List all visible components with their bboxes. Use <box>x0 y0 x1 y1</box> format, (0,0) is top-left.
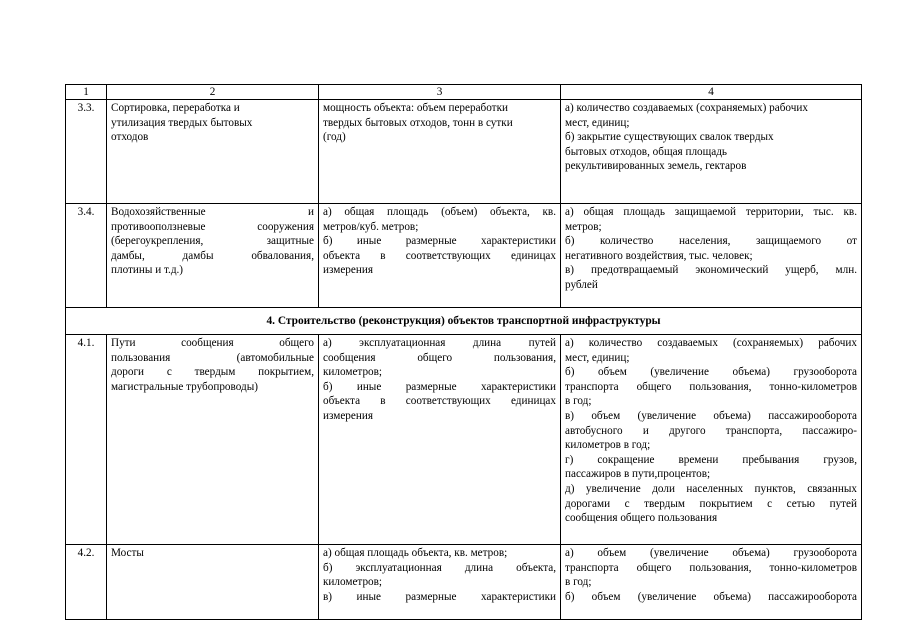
cell-line: в) иные размерные характеристики <box>323 590 556 603</box>
result-indicator-cell <box>561 335 862 545</box>
cell-line: отходов <box>111 131 149 144</box>
cell-line: измерения <box>323 409 373 422</box>
cell-line: транспорта общего пользования, тонно-километров <box>565 380 857 393</box>
cell-line: б) объем (увеличение объема) грузооборота <box>565 366 857 379</box>
cell-line: Сортировка, переработка и <box>111 102 240 114</box>
cell-line: в год; <box>565 576 592 589</box>
cell-line: утилизация твердых бытовых <box>111 116 253 129</box>
cell-line: автобусного и другого транспорта, пассажиро- <box>565 424 857 437</box>
cell-line: (берегоукрепления, защитные <box>111 235 314 248</box>
capacity-indicator-cell <box>319 100 561 204</box>
cell-line: а) объем (увеличение объема) грузооборота <box>565 547 857 559</box>
cell-line: (год) <box>323 131 346 144</box>
cell-line: метров/куб. метров; <box>323 220 419 233</box>
table-row <box>66 335 862 545</box>
cell-line: в) объем (увеличение объема) пассажирооборота <box>565 409 857 422</box>
table-row <box>66 100 862 204</box>
cell-line: Мосты <box>111 547 144 559</box>
cell-line: Пути сообщения общего <box>111 337 314 349</box>
cell-line: магистральные трубопроводы) <box>111 380 258 393</box>
row-number: 3.4. <box>66 204 107 308</box>
cell-line: негативного воздействия, тыс. человек; <box>565 249 753 262</box>
cell-line: километров; <box>323 576 383 589</box>
cell-line: рекультивированных земель, гектаров <box>565 160 747 173</box>
object-type-cell <box>107 545 319 620</box>
cell-line: транспорта общего пользования, тонно-километров <box>565 561 857 574</box>
capacity-indicator-cell <box>319 335 561 545</box>
cell-line: г) сокращение времени пребывания грузов, <box>565 453 857 466</box>
cell-line: б) эксплуатационная длина объекта, <box>323 561 556 574</box>
cell-line: сообщения общего пользования, <box>323 351 556 364</box>
cell-line: а) эксплуатационная длина путей <box>323 337 556 349</box>
cell-line: измерения <box>323 264 373 277</box>
cell-line: километров; <box>323 366 383 379</box>
cell-line: объекта в соответствующих единицах <box>323 249 556 262</box>
capacity-indicator-cell <box>319 204 561 308</box>
cell-line: а) количество создаваемых (сохраняемых) рабочих <box>565 102 808 114</box>
row-number: 3.3. <box>66 100 107 204</box>
cell-line: километров в год; <box>565 439 651 452</box>
section-heading-row <box>66 308 862 335</box>
cell-line: а) общая площадь защищаемой территории, тыс. кв. <box>565 206 857 218</box>
object-type-cell <box>107 204 319 308</box>
cell-line: бытовых отходов, общая площадь <box>565 145 728 158</box>
result-indicator-cell <box>561 204 862 308</box>
cell-line: б) объем (увеличение объема) пассажирооборота <box>565 590 857 603</box>
result-indicator-cell <box>561 100 862 204</box>
header-col-2: 2 <box>107 85 319 100</box>
section-4-title: 4. Строительство (реконструкция) объектов транспортной инфраструктуры <box>66 308 862 335</box>
cell-line: б) закрытие существующих свалок твердых <box>565 131 774 144</box>
cell-line: метров; <box>565 220 602 233</box>
row-number: 4.2. <box>66 545 107 620</box>
cell-line: рублей <box>565 278 598 291</box>
cell-line: д) увеличение доли населенных пунктов, связанных <box>565 482 857 495</box>
table-row <box>66 545 862 620</box>
header-col-3: 3 <box>319 85 561 100</box>
cell-line: мощность объекта: объем переработки <box>323 102 508 114</box>
cell-line: сообщения общего пользования <box>565 512 718 525</box>
cell-line: а) общая площадь объекта, кв. метров; <box>323 547 508 559</box>
object-type-cell <box>107 335 319 545</box>
cell-line: б) иные размерные характеристики <box>323 235 556 248</box>
cell-line: мест, единиц; <box>565 351 630 364</box>
cell-line: объекта в соответствующих единицах <box>323 395 556 408</box>
table-row <box>66 204 862 308</box>
cell-line: а) общая площадь (объем) объекта, кв. <box>323 206 556 218</box>
cell-line: пользования (автомобильные <box>111 351 314 364</box>
header-col-4: 4 <box>561 85 862 100</box>
object-type-cell <box>107 100 319 204</box>
cell-line: противооползневые сооружения <box>111 220 314 233</box>
cell-line: б) иные размерные характеристики <box>323 380 556 393</box>
cell-line: твердых бытовых отходов, тонн в сутки <box>323 116 513 129</box>
cell-line: а) количество создаваемых (сохраняемых) рабочих <box>565 337 857 349</box>
investment-objects-table <box>65 84 862 620</box>
row-number: 4.1. <box>66 335 107 545</box>
cell-line: дамбы, дамбы обвалования, <box>111 249 314 262</box>
cell-line: мест, единиц; <box>565 116 630 129</box>
cell-line: плотины и т.д.) <box>111 264 184 277</box>
table-header-row <box>66 85 862 100</box>
capacity-indicator-cell <box>319 545 561 620</box>
result-indicator-cell <box>561 545 862 620</box>
cell-line: Водохозяйственные и <box>111 206 314 218</box>
header-col-1: 1 <box>66 85 107 100</box>
cell-line: б) количество населения, защищаемого от <box>565 235 857 248</box>
cell-line: в) предотвращаемый экономический ущерб, млн. <box>565 264 857 277</box>
cell-line: пассажиров в пути,процентов; <box>565 468 711 481</box>
cell-line: дороги с твердым покрытием, <box>111 366 314 379</box>
cell-line: в год; <box>565 395 592 408</box>
cell-line: дорогами с твердым покрытием с сетью путей <box>565 497 857 510</box>
